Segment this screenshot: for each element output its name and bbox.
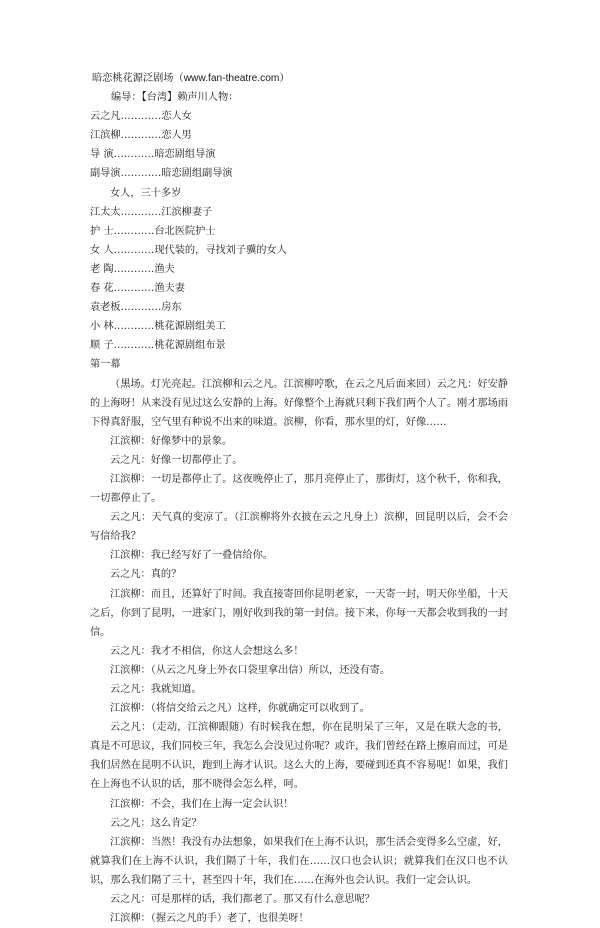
script-paragraph: 云之凡：真的？ — [90, 565, 508, 584]
cast-item: 云之凡…………恋人女 — [90, 107, 508, 126]
cast-item: 春 花…………渔夫妻 — [90, 279, 508, 298]
script-body — [90, 375, 508, 928]
website-link[interactable]: www.fan-theatre.com — [184, 73, 280, 84]
cast-item: 副导演…………暗恋剧组副导演 — [90, 164, 508, 183]
script-paragraph: 云之凡：我就知道。 — [90, 680, 508, 699]
script-paragraph: （黑场。灯光亮起。江滨柳和云之凡。江滨柳哼歌，在云之凡后面来回）云之凡：好安静的上海呀！从来没有见过这么安静的上海。好像整个上海就只剩下我们两个人了。刚才那场雨下得真舒服，空气里有种说不出来的味道。滨柳，你看，那水里的灯，好像…… — [90, 375, 508, 432]
cast-item: 老 陶…………渔夫 — [90, 260, 508, 279]
cast-item: 导 演…………暗恋剧组导演 — [90, 145, 508, 164]
script-paragraph: 云之凡：（走动，江滨柳跟随）有时候我在想，你在昆明呆了三年，又是在联大念的书，真是不可思议，我们同校三年，我怎么会没见过你呢？或许，我们曾经在路上擦肩而过，可是我们居然在昆明不认识，跑到上海才认识。这么大的上海，要碰到还真不容易呢！如果，我们在上海也不认识的话，那不晓得会怎么样，呵。 — [90, 718, 508, 794]
script-paragraph: 云之凡：这么肯定？ — [90, 814, 508, 833]
script-paragraph: 江滨柳：（将信交给云之凡）这样，你就确定可以收到了。 — [90, 699, 508, 718]
script-paragraph: 江滨柳：一切是都停止了。这夜晚停止了，那月亮停止了，那街灯，这个秋千，你和我，一切都停止了。 — [90, 470, 508, 508]
script-paragraph: 江滨柳：而且，还算好了时间。我直接寄回你昆明老家，一天寄一封，明天你坐船，十天之后，你到了昆明，一进家门，刚好收到我的第一封信。接下来，你每一天都会收到我的一封信。 — [90, 585, 508, 642]
author-line: 编导：【台湾】赖声川人物： — [90, 88, 508, 107]
cast-item: 女 人…………现代装的，寻找刘子骥的女人 — [90, 241, 508, 260]
script-paragraph: 江滨柳：我已经写好了一叠信给你。 — [90, 546, 508, 565]
cast-item: 袁老板…………房东 — [90, 298, 508, 317]
cast-list — [90, 107, 508, 355]
title-close: ） — [279, 73, 289, 84]
cast-item: 女人，三十多岁 — [90, 184, 508, 203]
script-paragraph: 云之凡：天气真的变凉了。（江滨柳将外衣披在云之凡身上）滨柳，回昆明以后，会不会写信给我？ — [90, 508, 508, 546]
cast-item: 护 士…………台北医院护士 — [90, 222, 508, 241]
act-heading: 第一幕 — [90, 355, 508, 374]
script-paragraph: 江滨柳：（握云之凡的手）老了，也很美呀！ — [90, 909, 508, 928]
cast-item: 小 林…………桃花源剧组美工 — [90, 317, 508, 336]
title-text: 暗恋桃花源泛剧场（ — [92, 73, 184, 84]
document-title — [92, 69, 508, 88]
cast-item: 江滨柳…………恋人男 — [90, 126, 508, 145]
script-paragraph: 云之凡：可是那样的话，我们都老了。那又有什么意思呢？ — [90, 890, 508, 909]
script-paragraph: 江滨柳：（从云之凡身上外衣口袋里拿出信）所以，还没有寄。 — [90, 661, 508, 680]
script-paragraph: 江滨柳：当然！我没有办法想象，如果我们在上海不认识，那生活会变得多么空虚，好，就算我们在上海不认识，我们隔了十年，我们在……汉口也会认识；就算我们在汉口也不认识，那么我们隔了三十，甚至四十年，我们在……在海外也会认识。我们一定会认识。 — [90, 833, 508, 890]
cast-item: 江太太…………江滨柳妻子 — [90, 203, 508, 222]
script-paragraph: 江滨柳：好像梦中的景象。 — [90, 432, 508, 451]
script-paragraph: 云之凡：好像一切都停止了。 — [90, 451, 508, 470]
cast-item: 顺 子…………桃花源剧组布景 — [90, 336, 508, 355]
script-paragraph: 江滨柳：不会，我们在上海一定会认识！ — [90, 795, 508, 814]
script-paragraph: 云之凡：我才不相信，你这人会想这么多！ — [90, 642, 508, 661]
